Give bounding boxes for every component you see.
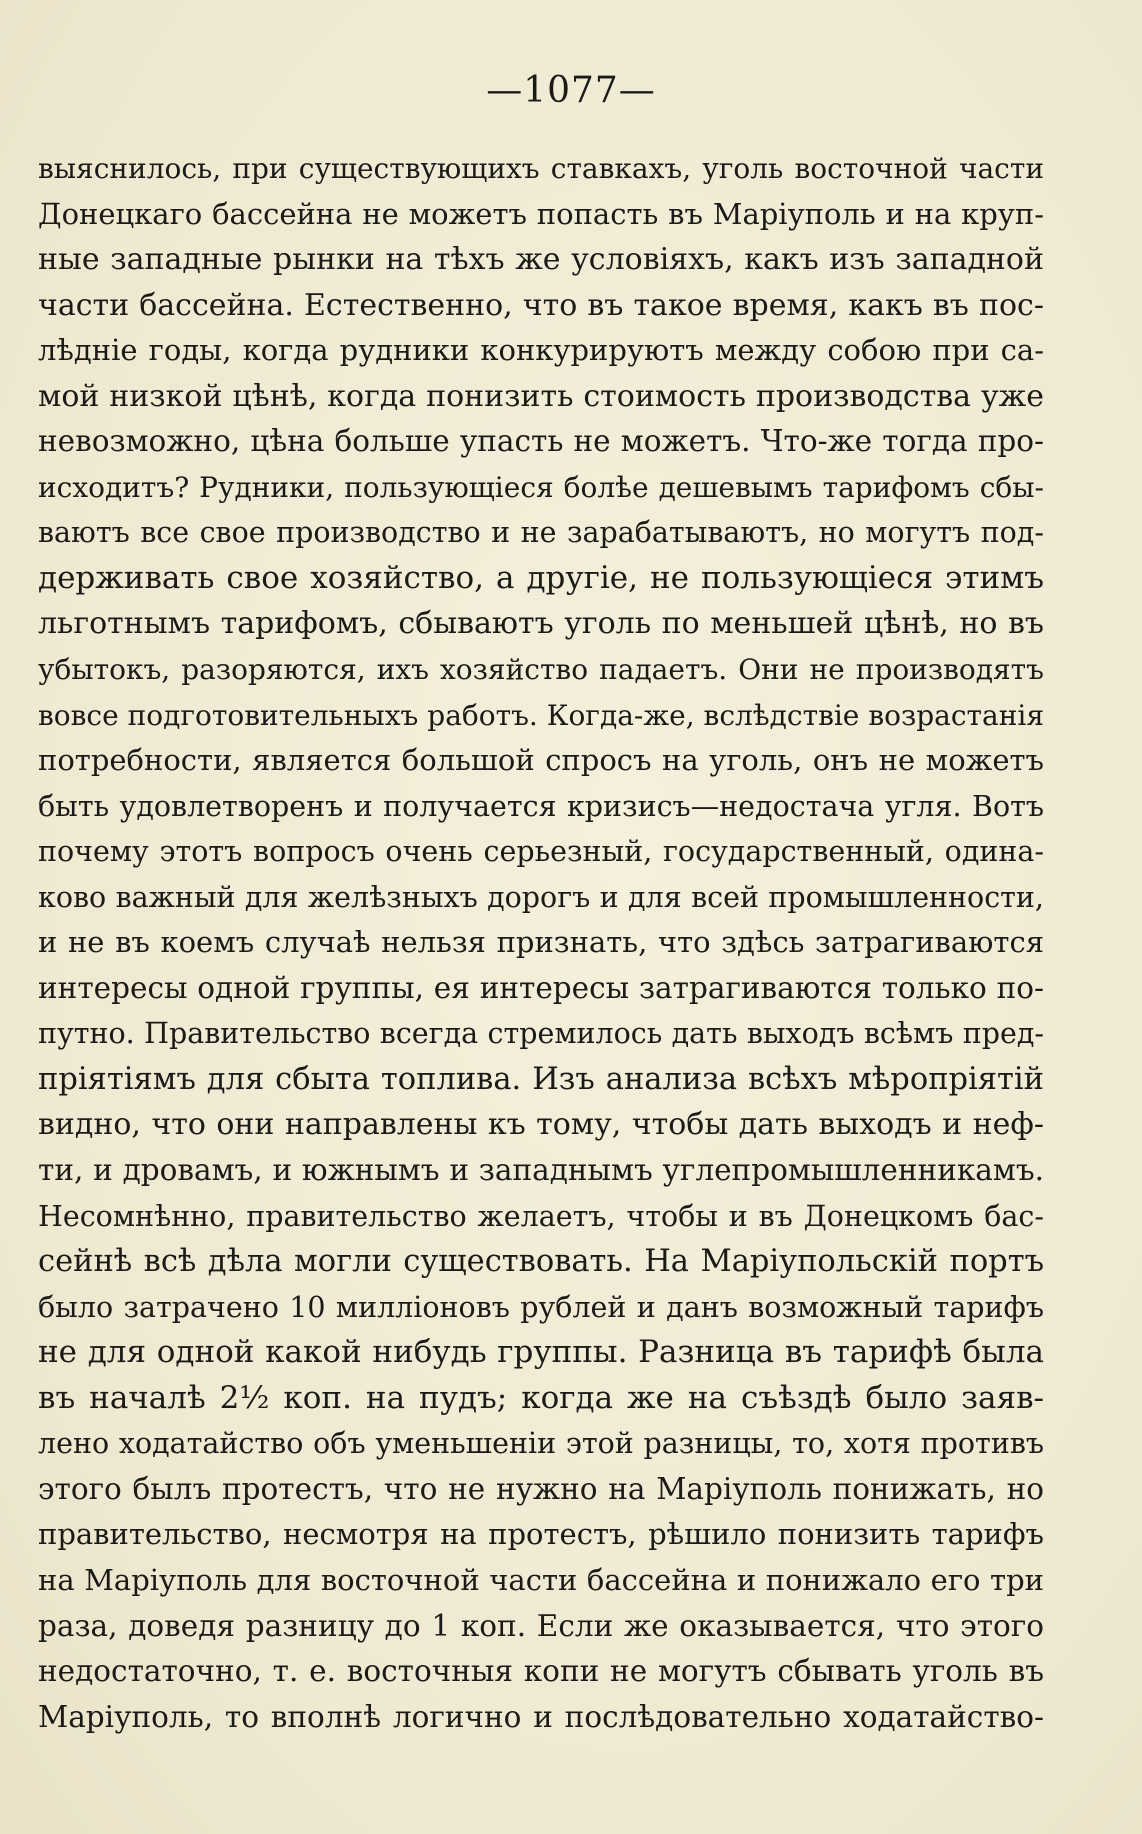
text-line: Донецкаго бассейна не можетъ попасть въ Маріуполь и на круп- bbox=[38, 196, 1044, 231]
text-line: почему этотъ вопросъ очень серьезный, государственный, одина- bbox=[38, 835, 1044, 869]
text-line: недостаточно, т. е. восточныя копи не могутъ сбывать уголь въ bbox=[38, 1654, 1044, 1689]
text-line: Несомнѣнно, правительство желаетъ, чтобы и въ Донецкомъ бас- bbox=[38, 1199, 1044, 1233]
text-line: ваютъ все свое производство и не зарабатываютъ, но могутъ под- bbox=[38, 516, 1044, 550]
text-line: на Маріуполь для восточной части бассейна и понижало его три bbox=[38, 1562, 1044, 1597]
text-line: потребности, является большой спросъ на уголь, онъ не можетъ bbox=[38, 743, 1044, 778]
text-line: пріятіямъ для сбыта топлива. Изъ анализа всѣхъ мѣропріятій bbox=[38, 1061, 1044, 1097]
text-line: вовсе подготовительныхъ работъ. Когда-же, вслѣдствіе возрастанія bbox=[38, 698, 1044, 732]
text-line: не для одной какой нибудь группы. Разница въ тарифѣ была bbox=[38, 1334, 1044, 1371]
text-line: части бассейна. Естественно, что въ такое время, какъ въ пос- bbox=[38, 287, 1044, 323]
page-number: —1077— bbox=[486, 70, 656, 111]
body-text bbox=[38, 146, 1044, 1740]
text-line: льготнымъ тарифомъ, сбываютъ уголь по меньшей цѣнѣ, но въ bbox=[38, 606, 1044, 642]
text-line: видно, что они направлены къ тому, чтобы дать выходъ и неф- bbox=[38, 1107, 1044, 1143]
text-line: лѣдніе годы, когда рудники конкурируютъ между собою при са- bbox=[38, 333, 1044, 368]
text-line: этого былъ протестъ, что не нужно на Маріуполь понижать, но bbox=[38, 1471, 1044, 1506]
text-line: ные западные рынки на тѣхъ же условіяхъ, какъ изъ западной bbox=[38, 242, 1044, 278]
text-line: интересы одной группы, ея интересы затрагиваются только по- bbox=[38, 970, 1044, 1005]
text-line: быть удовлетворенъ и получается кризисъ—недостача угля. Вотъ bbox=[38, 789, 1044, 823]
text-line: лено ходатайство объ уменьшеніи этой разницы, то, хотя противъ bbox=[38, 1427, 1044, 1461]
text-line: Маріуполь, то вполнѣ логично и послѣдовательно ходатайство- bbox=[38, 1699, 1044, 1734]
text-line: держивать свое хозяйство, а другіе, не пользующіеся этимъ bbox=[38, 559, 1044, 596]
text-line: правительство, несмотря на протестъ, рѣшило понизить тарифъ bbox=[38, 1517, 1044, 1552]
text-line: выяснилось, при существующихъ ставкахъ, уголь восточной части bbox=[38, 152, 1044, 185]
text-line: раза, доведя разницу до 1 коп. Если же оказывается, что этого bbox=[38, 1608, 1044, 1643]
text-line: исходитъ? Рудники, пользующіеся болѣе дешевымъ тарифомъ сбы- bbox=[38, 470, 1044, 504]
text-line: мой низкой цѣнѣ, когда понизить стоимость производства уже bbox=[38, 378, 1044, 414]
text-line: сейнѣ всѣ дѣла могли существовать. На Маріупольскій портъ bbox=[38, 1244, 1044, 1280]
text-line: путно. Правительство всегда стремилось дать выходъ всѣмъ пред- bbox=[38, 1017, 1044, 1051]
text-line: было затрачено 10 милліоновъ рублей и данъ возможный тарифъ bbox=[38, 1290, 1044, 1324]
text-line: въ началѣ 2½ коп. на пудъ; когда же на съѣздѣ было заяв- bbox=[38, 1379, 1044, 1416]
text-line: ти, и дровамъ, и южнымъ и западнымъ углепромышленникамъ. bbox=[38, 1153, 1044, 1188]
text-line: убытокъ, разоряются, ихъ хозяйство падаетъ. Они не производятъ bbox=[38, 653, 1044, 687]
text-line: ково важный для желѣзныхъ дорогъ и для всей промышленности, bbox=[38, 880, 1044, 914]
text-line: и не въ коемъ случаѣ нельзя признать, что здѣсь затрагиваются bbox=[38, 925, 1044, 960]
text-line: невозможно, цѣна больше упасть не можетъ. Что-же тогда про- bbox=[38, 424, 1044, 459]
